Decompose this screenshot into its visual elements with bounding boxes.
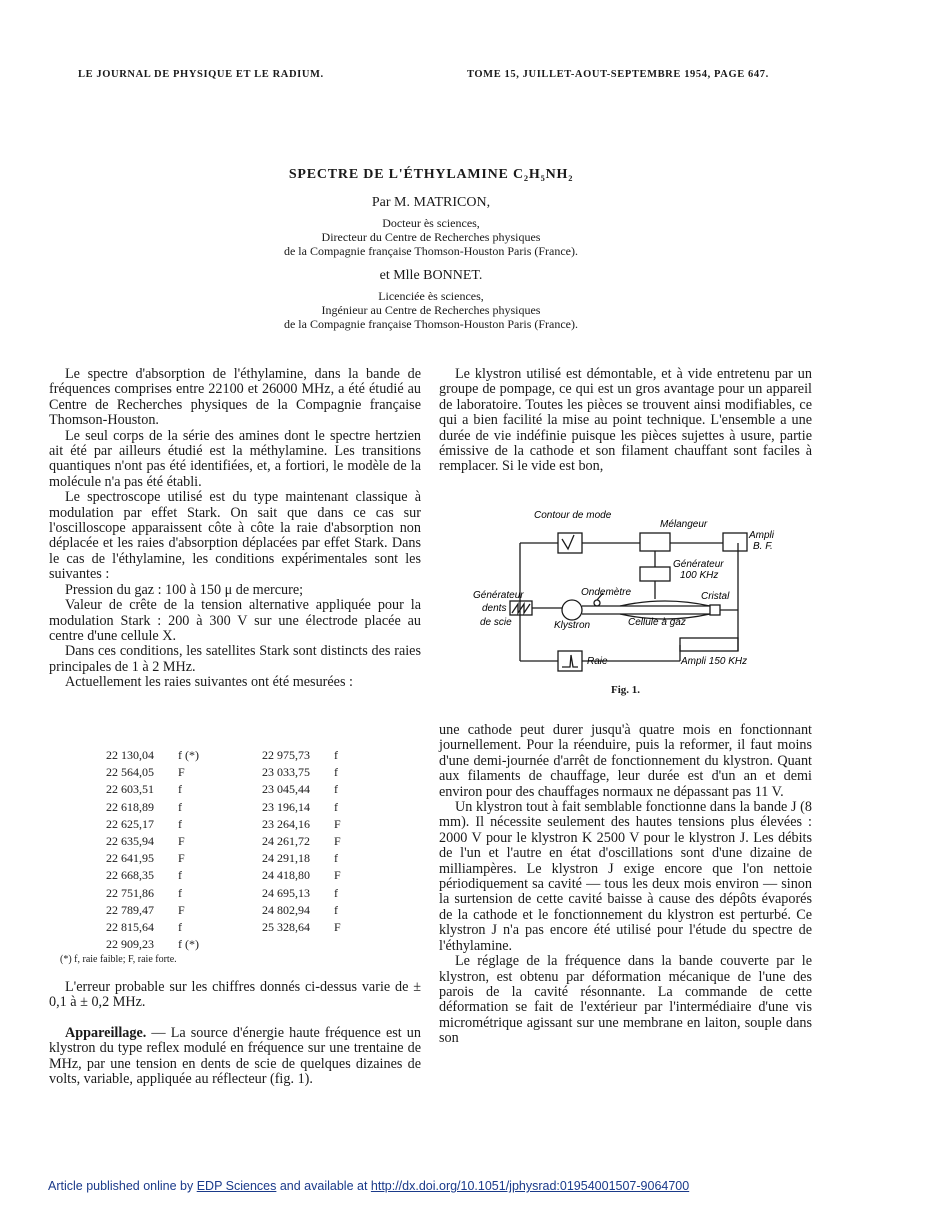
line-frequency: 23 196,14 [262,799,310,814]
line-intensity: f [178,920,182,934]
line-frequency: 22 641,95 [106,851,154,866]
right-column-bottom [439,723,812,1047]
table-row [106,903,426,919]
generateur-100khz-box [640,567,670,581]
label-generateur-scie-1: Générateur [473,590,524,601]
paragraph: Le seul corps de la série des amines dont le spectre hertzien ait été par ailleurs étudié est la méthylamine. Les transitions quantiques n'ont pas été identifiées, et, a fortiori, le modèle de la molécule n'a pas été établi. [49,427,421,490]
table-row [106,748,426,764]
paragraph: Le spectroscope utilisé est du type maintenant classique à modulation par effet Stark. On sait que dans ce cas sur l'oscilloscope apparaissent côte à côte la raie d'absorption non déplacée et les raies d'absorption déplacées par effet Stark. Dans le cas de l'éthylamine, les conditions expérimentales sont les suivantes : [49,489,421,583]
line-intensity: f [334,902,338,917]
label-generateur-100khz-2: 100 KHz [680,570,719,581]
doi-link[interactable]: http://dx.doi.org/10.1051/jphysrad:01954001507-9064700 [370,1179,690,1193]
line-frequency: 24 291,18 [262,851,310,866]
line-intensity: f (*) [178,748,199,762]
line-intensity: f [178,816,182,831]
line-intensity: F [178,765,185,780]
line-frequency: 24 802,94 [262,902,310,917]
table-row [106,834,426,850]
line-intensity: f [178,799,182,814]
label-generateur-scie-3: de scie [480,617,512,628]
affiliation-line: Docteur ès sciences, [382,216,480,230]
line-intensity: f (*) [178,937,199,952]
line-frequency: 22 603,51 [106,782,154,797]
table-row [106,765,426,781]
line-intensity: F [334,868,341,883]
line-frequency: 22 668,35 [106,868,154,883]
paragraph: L'erreur probable sur les chiffres donnés ci-dessus varie de ± 0,1 à ± 0,2 MHz. [49,979,421,1011]
author-1-name: Par M. MATRICON, [371,195,491,210]
author-1-affiliation [0,216,862,258]
line-frequency: 22 815,64 [106,920,154,934]
table-row [106,800,426,816]
paragraph: Dans ces conditions, les satellites Stark sont distincts des raies principales de 1 à 2 MHz. [49,643,421,675]
line-intensity: F [178,851,185,866]
paragraph-text: — La source d'énergie haute fréquence est un klystron du type reflex modulé en fréquence sur une trentaine de MHz, par une tension en dents de scie de quelques dizaines de volts, variable, appliquée au réflecteur (fig. 1). [49,1024,421,1088]
paper-title: SPECTRE DE L'ÉTHYLAMINE C₂H₅NH₂ [288,167,574,182]
right-column-top [439,367,812,475]
line-intensity: f [178,868,182,883]
label-melangeur: Mélangeur [660,519,708,530]
paragraph: Le réglage de la fréquence dans la bande couverte par le klystron, est obtenu par déformation mécanique de l'une des parois de la cavité résonnante. La commande de cette déformation se fait de l'extérieur par l'intermédiaire d'une vis micrométrique agissant sur une membrane en laiton, souple dans son [439,953,812,1047]
affiliation-line: Ingénieur au Centre de Recherches physiques [321,303,541,317]
label-cellule-a-gaz: Cellule à gaz [628,617,686,628]
measured-lines-table [106,748,426,952]
ampli-150khz-box [680,638,738,651]
line-intensity: f [334,782,338,797]
line-frequency: 22 618,89 [106,799,154,814]
label-cristal: Cristal [701,591,730,602]
paragraph: Pression du gaz : 100 à 150 μ de mercure; [65,581,304,598]
left-column-bottom [49,980,421,1087]
table-row [106,868,426,884]
line-frequency: 22 635,94 [106,834,154,848]
issue-info: TOME 15, JUILLET-AOUT-SEPTEMBRE 1954, PAGE 647. [467,69,769,80]
label-contour-de-mode: Contour de mode [534,510,612,521]
line-intensity: f [334,748,338,762]
affiliation-line: Licenciée ès sciences, [378,289,484,303]
footer-text: and available at [276,1179,371,1193]
paragraph: Actuellement les raies suivantes ont été mesurées : [65,674,353,691]
section-heading: Appareillage. [65,1024,147,1041]
line-frequency: 24 261,72 [262,834,310,848]
line-frequency: 22 975,73 [262,748,310,762]
line-frequency: 23 264,16 [262,816,310,831]
line-frequency: 22 564,05 [106,765,154,780]
label-generateur-100khz-1: Générateur [673,559,724,570]
journal-name: LE JOURNAL DE PHYSIQUE ET LE RADIUM. [78,69,324,80]
line-frequency: 24 418,80 [262,868,310,883]
line-intensity: F [178,834,185,848]
table-row [106,937,426,953]
line-frequency: 22 909,23 [106,937,154,952]
table-row [106,817,426,833]
left-column-top [49,367,421,691]
footer-text: Article published online by [48,1179,197,1193]
label-ampli-150khz: Ampli 150 KHz [681,656,748,667]
klystron-symbol [562,600,582,620]
label-generateur-scie-2: dents [482,603,507,614]
line-intensity: f [334,765,338,780]
label-klystron: Klystron [554,620,591,631]
figure-1-schematic [470,505,790,680]
line-intensity: F [334,920,341,934]
paragraph: Le klystron utilisé est démontable, et à vide entretenu par un groupe de pompage, ce qui est un gros avantage pour un appareil de laboratoire. Toutes les pièces se trouvent ainsi modifiables, ce qui a bien facilité la mise au point technique. L'ensemble a une durée de vie indéfinie puisque les pièces sujettes à usure, partie émissive de la cathode et son filament chauffant sont faciles à remplacer. Si le vide est bon, [439,366,812,475]
table-row [106,920,426,936]
line-frequency: 22 130,04 [106,748,154,762]
label-raie: Raie [587,656,608,667]
line-frequency: 25 328,64 [262,920,310,934]
line-intensity: f [334,799,338,814]
melangeur-box [640,533,670,551]
affiliation-line: de la Compagnie française Thomson-Houston Paris (France). [283,317,579,331]
line-frequency: 22 789,47 [106,902,154,917]
line-intensity: f [178,885,182,900]
table-footnote: (*) f, raie faible; F, raie forte. [60,954,177,965]
line-intensity: F [334,816,341,831]
paragraph: Le spectre d'absorption de l'éthylamine, dans la bande de fréquences comprises entre 22100 et 26000 MHz, a été étudié au Centre de Recherches physiques de la Compagnie française Thomson-Houston. [49,366,421,429]
figure-caption: Fig. 1. [610,684,641,696]
publication-footer [48,1179,689,1193]
affiliation-line: Directeur du Centre de Recherches physiques [321,230,541,244]
line-frequency: 23 045,44 [262,782,310,797]
paragraph: une cathode peut durer jusqu'à quatre mois en fonctionnant journellement. Pour la réenduire, puis la reformer, il faut moins d'une demi-journée d'arrêt de fonctionnement du klystron. Quant aux filaments de chauffage, leur durée est d'un an et demi environ pour des chauffages normaux ne dépassant pas 11 V. [439,722,812,800]
paragraph-appareillage [49,1026,421,1088]
author-2-name: et Mlle BONNET. [379,268,483,283]
ampli-bf-box [723,533,747,551]
table-row [106,851,426,867]
table-row [106,886,426,902]
line-intensity: f [334,885,338,900]
paragraph: Valeur de crête de la tension alternative appliquée pour la modulation Stark : 200 à 300 V sur une électrode placée au centre d'une cellule X. [49,597,421,644]
affiliation-line: de la Compagnie française Thomson-Houston Paris (France). [283,244,579,258]
table-row [106,782,426,798]
label-ondemetre: Ondemètre [581,587,632,598]
line-frequency: 22 751,86 [106,885,154,900]
line-frequency: 24 695,13 [262,885,310,900]
cristal-box [710,605,720,615]
label-ampli-bf-2: B. F. [753,541,773,552]
line-intensity: f [178,782,182,797]
publisher-link[interactable]: EDP Sciences [196,1179,277,1193]
paragraph: Un klystron tout à fait semblable fonctionne dans la bande J (8 mm). Il nécessite seulement des hautes tensions plus élevées : 2000 V pour le klystron K 2500 V pour le klystron J. Les débits de l'un et l'autre en état d'oscillations sont d'une dizaine de milliampères. Le klystron J exige encore que l'on nettoie périodiquement sa cavité — tous les deux mois environ — sinon la surtension de cette cavité baisse à cause des dépôts évaporés de la cathode et le fonctionnement du klystron est perturbé. Ce klystron J n'a pas encore été utilisé pour l'étude du spectre de l'éthylamine. [439,799,812,954]
line-intensity: F [334,834,341,848]
line-intensity: F [178,902,185,917]
line-frequency: 23 033,75 [262,765,310,780]
label-ampli-bf-1: Ampli [749,530,775,541]
author-2-affiliation [0,289,862,331]
line-intensity: f [334,851,338,866]
line-frequency: 22 625,17 [106,816,154,831]
